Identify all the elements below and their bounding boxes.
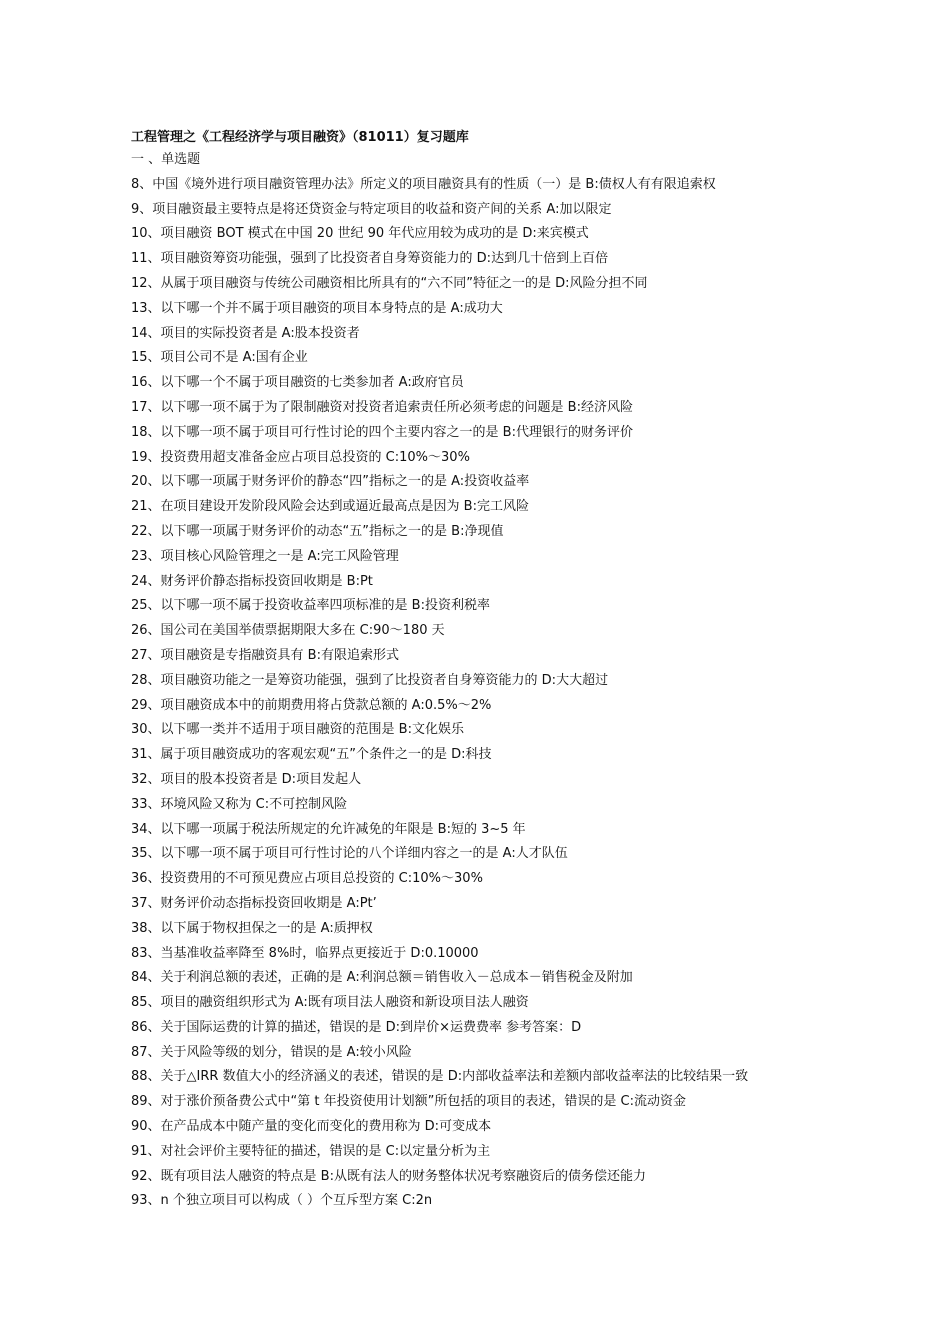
question-item: 91、对社会评价主要特征的描述，错误的是 C:以定量分析为主 bbox=[131, 1143, 491, 1159]
question-item: 85、项目的融资组织形式为 A:既有项目法人融资和新设项目法人融资 bbox=[131, 995, 529, 1011]
question-item: 10、项目融资 BOT 模式在中国 20 世纪 90 年代应用较为成功的是 D:来宾模式 bbox=[131, 226, 589, 242]
question-item: 32、项目的股本投资者是 D:项目发起人 bbox=[131, 771, 362, 787]
question-item: 12、从属于项目融资与传统公司融资相比所具有的“六不同”特征之一的是 D:风险分担不同 bbox=[131, 275, 648, 291]
question-item: 34、以下哪一项属于税法所规定的允许减免的年限是 B:短的 3~5 年 bbox=[131, 821, 526, 837]
question-item: 92、既有项目法人融资的特点是 B:从既有法人的财务整体状况考察融资后的债务偿还能力 bbox=[131, 1168, 646, 1184]
question-item: 89、对于涨价预备费公式中“第 t 年投资使用计划额”所包括的项目的表述，错误的是 C:流动资金 bbox=[131, 1094, 686, 1110]
question-item: 11、项目融资筹资功能强，强到了比投资者自身筹资能力的 D:达到几十倍到上百倍 bbox=[131, 251, 609, 267]
question-item: 19、投资费用超支准备金应占项目总投资的 C:10%～30% bbox=[131, 449, 470, 465]
question-item: 17、以下哪一项不属于为了限制融资对投资者追索责任所必须考虑的问题是 B:经济风险 bbox=[131, 399, 633, 415]
question-item: 93、n 个独立项目可以构成（ ）个互斥型方案 C:2n bbox=[131, 1193, 433, 1209]
question-item: 21、在项目建设开发阶段风险会达到或逼近最高点是因为 B:完工风险 bbox=[131, 499, 529, 515]
question-item: 26、国公司在美国举债票据期限大多在 C:90～180 天 bbox=[131, 623, 445, 639]
question-item: 83、当基准收益率降至 8%时，临界点更接近于 D:0.10000 bbox=[131, 945, 479, 961]
question-item: 14、项目的实际投资者是 A:股本投资者 bbox=[131, 325, 360, 341]
question-item: 35、以下哪一项不属于项目可行性讨论的八个详细内容之一的是 A:人才队伍 bbox=[131, 846, 568, 862]
question-item: 29、项目融资成本中的前期费用将占贷款总额的 A:0.5%～2% bbox=[131, 697, 492, 713]
question-item: 24、财务评价静态指标投资回收期是 B:Pt bbox=[131, 573, 373, 589]
question-item: 9、项目融资最主要特点是将还贷资金与特定项目的收益和资产间的关系 A:加以限定 bbox=[131, 201, 612, 217]
section-heading: 一 、单选题 bbox=[131, 152, 201, 167]
question-item: 84、关于利润总额的表述，正确的是 A:利润总额＝销售收入－总成本－销售税金及附加 bbox=[131, 970, 633, 986]
question-item: 18、以下哪一项不属于项目可行性讨论的四个主要内容之一的是 B:代理银行的财务评价 bbox=[131, 424, 633, 440]
question-item: 36、投资费用的不可预见费应占项目总投资的 C:10%～30% bbox=[131, 871, 483, 887]
question-item: 20、以下哪一项属于财务评价的静态“四”指标之一的是 A:投资收益率 bbox=[131, 474, 530, 490]
question-item: 37、财务评价动态指标投资回收期是 A:Pt’ bbox=[131, 895, 377, 911]
question-item: 25、以下哪一项不属于投资收益率四项标准的是 B:投资利税率 bbox=[131, 598, 490, 614]
question-item: 31、属于项目融资成功的客观宏观“五”个条件之一的是 D:科技 bbox=[131, 747, 492, 763]
question-item: 90、在产品成本中随产量的变化而变化的费用称为 D:可变成本 bbox=[131, 1119, 492, 1135]
question-item: 87、关于风险等级的划分，错误的是 A:较小风险 bbox=[131, 1044, 412, 1060]
question-item: 38、以下属于物权担保之一的是 A:质押权 bbox=[131, 920, 373, 936]
question-item: 23、项目核心风险管理之一是 A:完工风险管理 bbox=[131, 548, 399, 564]
question-item: 28、项目融资功能之一是筹资功能强，强到了比投资者自身筹资能力的 D:大大超过 bbox=[131, 672, 609, 688]
question-item: 16、以下哪一个不属于项目融资的七类参加者 A:政府官员 bbox=[131, 375, 464, 391]
question-item: 22、以下哪一项属于财务评价的动态“五”指标之一的是 B:净现值 bbox=[131, 523, 504, 539]
question-item: 27、项目融资是专指融资具有 B:有限追索形式 bbox=[131, 647, 399, 663]
document-title: 工程管理之《工程经济学与项目融资》（81011）复习题库 bbox=[131, 130, 469, 145]
question-item: 30、以下哪一类并不适用于项目融资的范围是 B:文化娱乐 bbox=[131, 722, 464, 738]
document-body bbox=[131, 128, 831, 1214]
question-item: 33、环境风险又称为 C:不可控制风险 bbox=[131, 796, 348, 812]
question-item: 15、项目公司不是 A:国有企业 bbox=[131, 350, 308, 366]
question-item: 86、关于国际运费的计算的描述，错误的是 D:到岸价×运费费率 参考答案：D bbox=[131, 1019, 582, 1035]
question-list bbox=[131, 173, 831, 1214]
question-item: 8、中国《境外进行项目融资管理办法》所定义的项目融资具有的性质（一）是 B:债权人有有限追索权 bbox=[131, 176, 716, 192]
question-item: 13、以下哪一个并不属于项目融资的项目本身特点的是 A:成功大 bbox=[131, 300, 503, 316]
question-item: 88、关于△IRR 数值大小的经济涵义的表述，错误的是 D:内部收益率法和差额内部收益率法的比较结果一致 bbox=[131, 1069, 749, 1085]
